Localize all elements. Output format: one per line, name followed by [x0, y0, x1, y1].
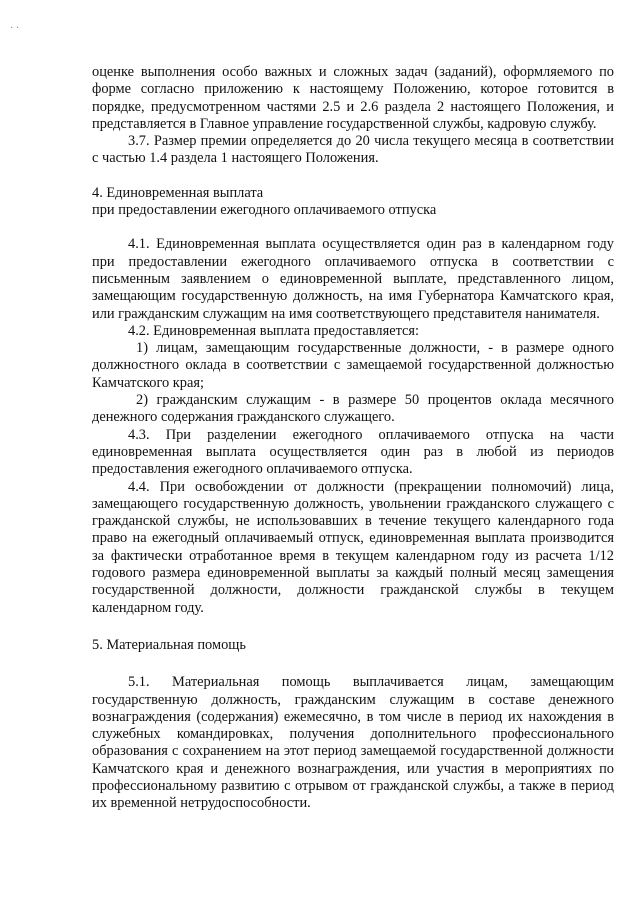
paragraph-4-2-item-2: 2) гражданским служащим - в размере 50 процентов оклада месячного денежного содержания гражданского служащего. — [92, 392, 614, 426]
paragraph-4-2: 4.2. Единовременная выплата предоставляется: — [128, 322, 420, 339]
section-4-title-line1: 4. Единовременная выплата — [92, 184, 264, 201]
document-body — [92, 64, 614, 813]
paragraph-5-1: 5.1. Материальная помощь выплачивается лицам, замещающим государственную должность, гражданским служащим в составе денежного вознаграждения (содержания) ежемесячно, в том числе в период их нахождения в служебных командировках, получения дополнительного профессионального образования с сохранением на этот период замещаемой государственной должности Камчатского края и денежного вознаграждения, или участия в мероприятиях по профессиональному развитию с отрывом от гражданской службы, а также в период их временной нетрудоспособности. — [92, 674, 614, 812]
paragraph-4-3: 4.3. При разделении ежегодного оплачиваемого отпуска на части единовременная выплата осуществляется один раз в любой из периодов предоставления ежегодного оплачиваемого отпуска. — [92, 426, 614, 478]
paragraph-4-2-item-1: 1) лицам, замещающим государственные должности, - в размере одного должностного оклада в соответствии с замещаемой государственной должностью Камчатского края; — [92, 340, 614, 391]
paragraph-4-4: 4.4. При освобождении от должности (прекращении полномочий) лица, замещающего государственную должность, увольнении гражданского служащего с гражданской службы, не использовавших в течение текущего календарного года право на ежегодный оплачиваемый отпуск, единовременная выплата производится за фактически отработанное время в текущем календарном году из расчета 1/12 годового размера единовременной выплаты за каждый полный месяц замещения государственной должности, должности гражданской службы в текущем календарном году. — [92, 478, 614, 616]
paragraph-continuation: оценке выполнения особо важных и сложных задач (заданий), оформляемого по форме согласно приложению к настоящему Положению, которое готовится в порядке, предусмотренном частями 2.5 и 2.6 раздела 2 настоящего Положения, и представляется в Главное управление государственной службы, кадровую службу. — [92, 64, 614, 132]
scan-corner-mark: · · — [10, 23, 20, 34]
paragraph-3-7: 3.7. Размер премии определяется до 20 числа текущего месяца в соответствии с частью 1.4 раздела 1 настоящего Положения. — [92, 133, 614, 167]
section-5-title: 5. Материальная помощь — [92, 636, 246, 653]
section-4-title-line2: при предоставлении ежегодного оплачиваемого отпуска — [92, 202, 437, 219]
paragraph-4-1: 4.1. Единовременная выплата осуществляется один раз в календарном году при предоставлении ежегодного оплачиваемого отпуска в соответствии с письменным заявлением о единовременной выплате, представленного лицом, замещающим государственную должность, на имя Губернатора Камчатского края, или гражданским служащим на имя соответствующего представителя нанимателя. — [92, 236, 614, 322]
